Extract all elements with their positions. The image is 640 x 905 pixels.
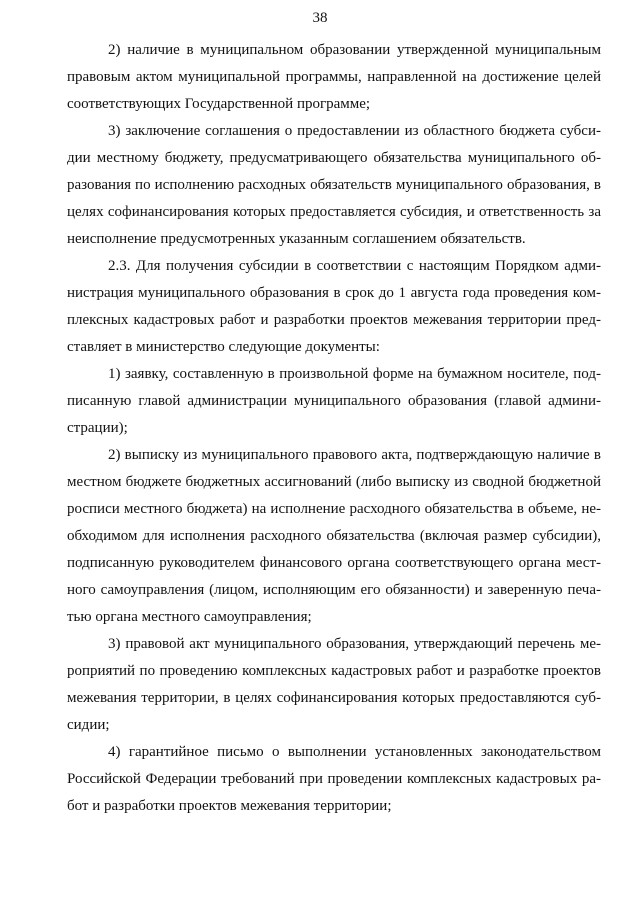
paragraph-document-1 [67, 361, 601, 442]
text-line: обходимом для исполнения расходного обязательства (включая размер субсидии), [67, 528, 601, 544]
text-line: плексных кадастровых работ и разработки проектов межевания территории пред- [67, 312, 601, 328]
text-line: 2) выписку из муниципального правового акта, подтверждающую наличие в [108, 447, 601, 463]
text-line: соответствующих Государственной программе; [67, 96, 371, 112]
text-line: нистрация муниципального образования в срок до 1 августа года проведения ком- [67, 285, 601, 301]
text-line: разования по исполнению расходных обязательств муниципального образования, в [67, 177, 601, 193]
text-line: неисполнение предусмотренных указанным соглашением обязательств. [67, 231, 526, 247]
text-line: росписи местного бюджета) на исполнение расходного обязательства в объеме, не- [67, 501, 601, 517]
text-line: правовым актом муниципальной программы, направленной на достижение целей [67, 69, 601, 85]
document-body [67, 37, 601, 820]
text-line: бот и разработки проектов межевания территории; [67, 798, 392, 814]
text-line: роприятий по проведению комплексных кадастровых работ и разработке проектов [67, 663, 601, 679]
text-line: местном бюджете бюджетных ассигнований (либо выписку из сводной бюджетной [67, 474, 601, 490]
text-line: страции); [67, 420, 128, 436]
text-line: 3) заключение соглашения о предоставлении из областного бюджета субси- [108, 123, 601, 139]
paragraph-document-3 [67, 631, 601, 739]
text-line: подписанную руководителем финансового органа соответствующего органа мест- [67, 555, 601, 571]
text-line: дии местному бюджету, предусматривающего обязательства муниципального об- [67, 150, 601, 166]
text-line: 1) заявку, составленную в произвольной форме на бумажном носителе, под- [108, 366, 601, 382]
text-line: ставляет в министерство следующие документы: [67, 339, 380, 355]
text-line: 2) наличие в муниципальном образовании утвержденной муниципальным [108, 42, 601, 58]
paragraph-document-4 [67, 739, 601, 820]
text-line: 3) правовой акт муниципального образования, утверждающий перечень ме- [108, 636, 601, 652]
text-line: сидии; [67, 717, 110, 733]
text-line: тью органа местного самоуправления; [67, 609, 312, 625]
paragraph-2-3 [67, 253, 601, 361]
page-number: 38 [312, 10, 328, 26]
text-line: 4) гарантийное письмо о выполнении установленных законодательством [108, 744, 601, 760]
text-line: межевания территории, в целях софинансирования которых предоставляются суб- [67, 690, 601, 706]
paragraph-condition-2 [67, 37, 601, 118]
paragraph-condition-3 [67, 118, 601, 253]
text-line: 2.3. Для получения субсидии в соответствии с настоящим Порядком адми- [108, 258, 601, 274]
text-line: Российской Федерации требований при проведении комплексных кадастровых ра- [67, 771, 601, 787]
text-line: писанную главой администрации муниципального образования (главой админи- [67, 393, 601, 409]
text-line: ного самоуправления (лицом, исполняющим его обязанности) и заверенную печа- [67, 582, 601, 598]
paragraph-document-2 [67, 442, 601, 631]
text-line: целях софинансирования которых предоставляется субсидия, и ответственность за [67, 204, 601, 220]
